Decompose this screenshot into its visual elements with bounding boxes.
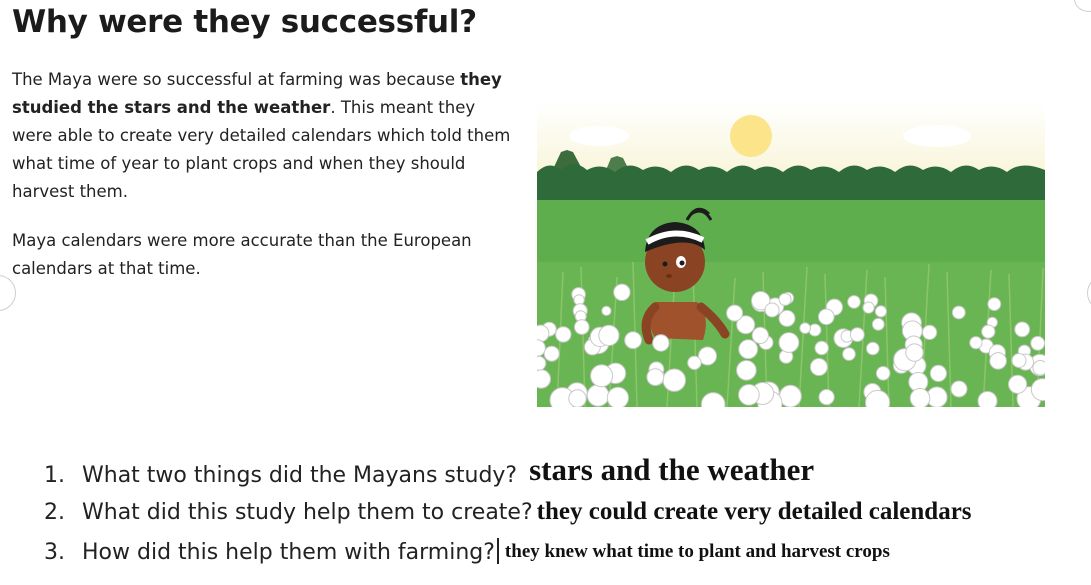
question-3 — [44, 538, 890, 565]
cotton-boll — [544, 346, 559, 361]
question-3-text: How did this help them with farming? — [82, 540, 495, 565]
cotton-boll — [688, 356, 701, 369]
cotton-boll — [867, 342, 880, 355]
cotton-boll — [569, 390, 586, 407]
cotton-boll — [982, 325, 995, 338]
cotton-boll — [819, 309, 835, 325]
cotton-boll — [930, 365, 946, 381]
next-page-button[interactable] — [1087, 275, 1091, 311]
cotton-boll — [599, 325, 619, 345]
cotton-boll — [800, 323, 811, 334]
cotton-boll — [1012, 354, 1026, 368]
cotton-boll — [1031, 336, 1045, 350]
question-3-number: 3. — [44, 540, 65, 565]
cotton-boll — [765, 303, 779, 317]
cotton-boll — [625, 332, 642, 349]
cotton-boll — [875, 306, 886, 317]
cotton-boll — [537, 325, 549, 342]
cotton-boll — [876, 367, 890, 381]
cotton-boll — [663, 369, 685, 391]
cotton-boll — [647, 369, 664, 386]
paragraph-1-bold: they studied the stars and the weather — [12, 70, 502, 117]
question-1-text: What two things did the Mayans study? — [82, 463, 518, 488]
question-2-number: 2. — [44, 500, 65, 525]
cotton-boll — [951, 381, 967, 397]
cotton-boll — [614, 284, 630, 300]
cotton-boll — [779, 293, 791, 305]
cotton-boll — [863, 302, 874, 313]
cotton-boll — [780, 385, 802, 407]
cotton-boll — [970, 337, 982, 349]
maya-farmer-illustration — [537, 102, 1045, 407]
cotton-boll — [1015, 322, 1030, 337]
cotton-boll — [952, 306, 965, 319]
paragraph-1-end: . This meant they were able to create very detailed calendars which told them what time of year to plant crops and when they should harvest them. — [12, 98, 511, 201]
cotton-boll — [739, 385, 760, 406]
question-2-text: What did this study help them to create? — [82, 500, 533, 525]
cotton-boll — [739, 340, 758, 359]
cotton-boll — [848, 296, 861, 309]
cotton-boll — [990, 353, 1007, 370]
cotton-boll — [587, 385, 609, 407]
cotton-boll — [779, 310, 795, 326]
cotton-boll — [727, 305, 743, 321]
question-2 — [44, 498, 972, 526]
answer-3[interactable]: they knew what time to plant and harvest crops — [504, 541, 890, 562]
answer-1[interactable]: stars and the weather — [529, 452, 815, 487]
paragraph-2: Maya calendars were more accurate than the European calendars at that time. — [12, 231, 472, 278]
cotton-boll — [591, 365, 613, 387]
cotton-boll — [850, 328, 864, 342]
cotton-boll — [923, 325, 937, 339]
cotton-boll — [575, 320, 590, 335]
answer-2[interactable]: they could create very detailed calendars — [536, 498, 972, 525]
cotton-boll — [602, 306, 611, 315]
paragraph-1 — [12, 66, 517, 206]
cotton-boll — [809, 324, 821, 336]
corner-button[interactable] — [1074, 0, 1091, 12]
cotton-boll — [810, 359, 827, 376]
question-1-number: 1. — [44, 463, 65, 488]
cotton-boll — [910, 389, 930, 408]
cotton-boll — [752, 327, 768, 343]
cotton-boll — [906, 344, 923, 361]
cotton-boll — [737, 361, 757, 381]
cotton-boll — [978, 392, 997, 408]
cotton-boll — [607, 387, 628, 407]
question-1 — [44, 454, 814, 490]
cotton-boll — [537, 370, 551, 388]
page-title: Why were they successful? — [12, 4, 477, 40]
cotton-boll — [537, 356, 546, 370]
cotton-boll — [779, 333, 799, 353]
cotton-boll — [872, 318, 884, 330]
cloud-left — [569, 126, 629, 146]
paragraph-1-start: The Maya were so successful at farming was because — [12, 70, 461, 89]
sun-icon — [730, 115, 772, 157]
cotton-boll — [988, 298, 1001, 311]
cotton-boll — [815, 341, 828, 354]
cotton-boll — [653, 335, 669, 351]
cotton-boll — [1009, 375, 1027, 393]
cotton-boll — [1033, 361, 1045, 376]
cotton-boll — [843, 348, 856, 361]
cotton-boll — [556, 327, 571, 342]
cloud-right — [903, 125, 971, 147]
text-cursor — [497, 538, 499, 564]
cotton-boll — [819, 390, 834, 405]
